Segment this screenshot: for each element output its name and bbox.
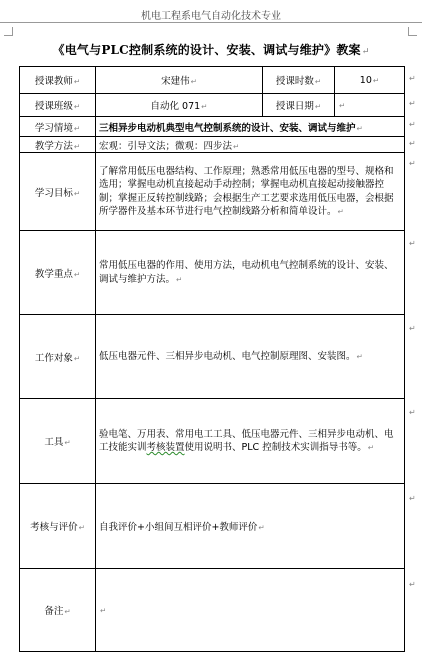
object-label: 工作对象	[34, 352, 73, 364]
tools-value-underlined: 考核装置	[146, 442, 185, 453]
teacher-value: 宋建伟	[161, 76, 190, 87]
teacher-label: 授课教师	[34, 76, 73, 87]
situation-value-cell[interactable]	[96, 117, 405, 137]
cell-mark: ↵	[356, 123, 363, 133]
row-end-mark: ↵	[409, 324, 416, 333]
cell-mark: ↵	[73, 77, 81, 86]
assess-value: 自我评价+小组间互相评价+教师评价	[99, 522, 258, 533]
row-end-mark: ↵	[409, 239, 416, 248]
teacher-label-cell	[20, 67, 96, 94]
notes-value-cell[interactable]	[96, 569, 405, 652]
cell-mark: ↵	[201, 102, 208, 111]
row-end-mark: ↵	[409, 120, 416, 129]
document-title	[0, 41, 422, 58]
date-label-cell	[263, 94, 335, 117]
cell-mark: ↵	[372, 75, 380, 85]
notes-label-cell	[20, 569, 96, 652]
row-end-mark: ↵	[409, 74, 416, 83]
method-label: 教学方法	[34, 140, 73, 152]
goal-label-cell	[20, 153, 96, 231]
row-class	[20, 94, 405, 117]
cell-mark: ↵	[78, 523, 85, 532]
row-teacher	[20, 67, 405, 94]
row-tools	[20, 399, 405, 484]
hours-label-cell	[263, 67, 335, 94]
row-method	[20, 137, 405, 153]
situation-label-cell	[20, 117, 96, 137]
situation-value: 三相异步电动机典型电气控制系统的设计、安装、调试与维护	[99, 122, 356, 134]
notes-label: 备注	[44, 606, 64, 617]
row-key	[20, 231, 405, 315]
cell-mark: ↵	[73, 269, 81, 279]
method-value-cell[interactable]	[96, 137, 405, 153]
row-situation	[20, 117, 405, 137]
cell-mark: ↵	[367, 443, 375, 452]
cell-mark: ↵	[73, 188, 81, 198]
page-header: 机电工程系电气自动化技术专业	[141, 11, 281, 22]
class-label: 授课班级	[34, 101, 73, 112]
class-value: 自动化 071	[150, 101, 201, 112]
cell-mark: ↵	[314, 77, 322, 86]
key-label: 教学重点	[34, 268, 73, 280]
class-label-cell	[20, 94, 96, 117]
row-assess	[20, 484, 405, 569]
cell-mark: ↵	[64, 438, 71, 447]
cell-mark: ↵	[100, 605, 107, 615]
goal-value: 了解常用低压电器结构、工作原理；熟悉常用低压电器的型号、规格和选用；掌握电动机直接起动手动控制；掌握电动机直接起动接触器控制；掌握正反转控制线路；会根据生产工艺要求选用低压电器，会根据所学器件及基本环节进行电气控制线路分析和简单设计。	[99, 166, 394, 217]
cell-mark: ↵	[339, 100, 346, 110]
cell-mark: ↵	[233, 141, 240, 151]
row-end-mark: ↵	[409, 580, 416, 589]
cell-mark: ↵	[73, 123, 81, 133]
cell-mark: ↵	[258, 523, 265, 532]
header-rule	[0, 22, 422, 23]
tools-value: 验电笔、万用表、常用电工工具、低压电器元件、三相异步电动机、电工技能实训	[99, 428, 394, 453]
teacher-value-cell[interactable]	[96, 67, 263, 94]
method-value: 宏观：引导文法；微观：四步法	[99, 140, 233, 152]
document-title-text: 《电气与PLC控制系统的设计、安装、调试与维护》教案	[52, 43, 361, 57]
row-end-mark: ↵	[409, 99, 416, 108]
cell-mark: ↵	[73, 353, 81, 363]
cell-mark: ↵	[176, 274, 183, 284]
assess-value-cell[interactable]	[96, 484, 405, 569]
row-end-mark: ↵	[409, 159, 416, 168]
row-object	[20, 315, 405, 399]
cell-mark: ↵	[314, 102, 322, 111]
cell-mark: ↵	[337, 206, 344, 216]
key-value-cell[interactable]	[96, 231, 405, 315]
margin-corner-right	[408, 27, 417, 36]
cell-mark: ↵	[356, 351, 363, 361]
date-label: 授课日期	[275, 101, 314, 112]
tools-label-cell	[20, 399, 96, 484]
tools-value-cell[interactable]	[96, 399, 405, 484]
cell-mark: ↵	[64, 607, 71, 616]
tools-label: 工具	[44, 437, 64, 448]
goal-label: 学习目标	[34, 187, 73, 199]
row-notes	[20, 569, 405, 652]
row-end-mark: ↵	[409, 408, 416, 417]
object-value-cell[interactable]	[96, 315, 405, 399]
assess-label-cell	[20, 484, 96, 569]
cell-mark: ↵	[190, 77, 197, 86]
hours-value-cell[interactable]	[335, 67, 405, 94]
assess-label: 考核与评价	[30, 522, 78, 533]
object-label-cell	[20, 315, 96, 399]
key-label-cell	[20, 231, 96, 315]
goal-value-cell[interactable]	[96, 153, 405, 231]
paragraph-mark: ↵	[361, 47, 370, 57]
date-value-cell[interactable]	[335, 94, 405, 117]
hours-label: 授课时数	[275, 76, 314, 87]
cell-mark: ↵	[73, 141, 81, 151]
lesson-plan-table	[19, 66, 405, 652]
tools-value-rest: 使用说明书、PLC 控制技术实训指导书等。	[184, 442, 367, 453]
cell-mark: ↵	[73, 102, 81, 111]
method-label-cell	[20, 137, 96, 153]
class-value-cell[interactable]	[96, 94, 263, 117]
row-end-mark: ↵	[409, 139, 416, 148]
margin-corner-left	[4, 27, 13, 36]
key-value: 常用低压电器的作用、使用方法，电动机电气控制系统的设计、安装、调试与维护方法。	[99, 260, 394, 285]
row-end-mark: ↵	[409, 494, 416, 503]
hours-value: 10	[359, 74, 372, 86]
row-goal	[20, 153, 405, 231]
object-value: 低压电器元件、三相异步电动机、电气控制原理图、安装图。	[99, 350, 356, 362]
situation-label: 学习情境	[34, 122, 73, 134]
